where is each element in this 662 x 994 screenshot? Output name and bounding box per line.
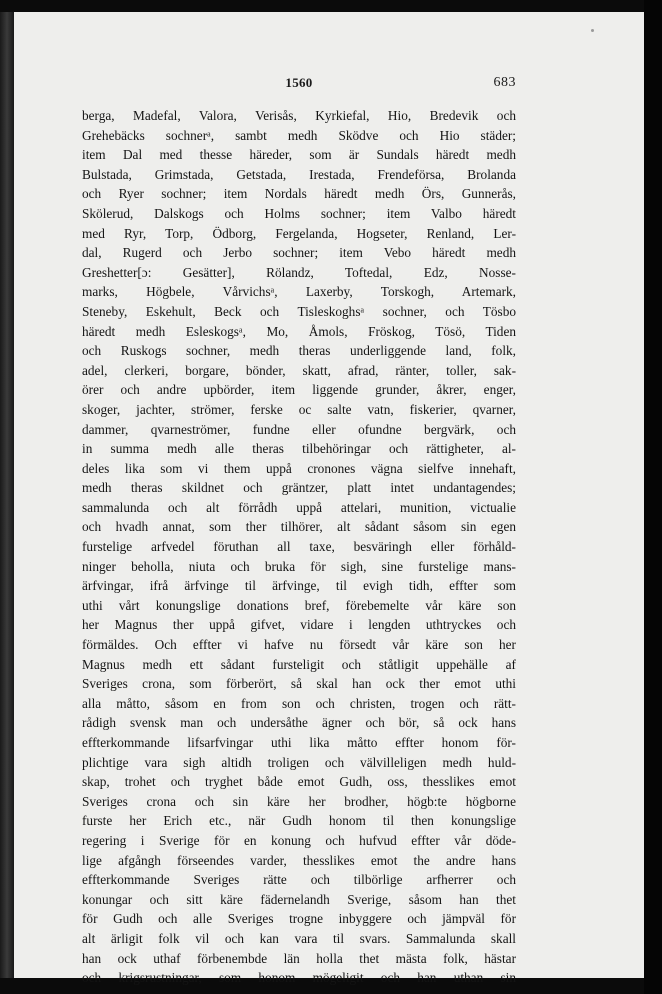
text-line: med Ryr, Torp, Ödborg, Fergelanda, Hogseter, Renland, Ler- <box>82 225 516 241</box>
text-line: han ock uthaf förbenembde län holla thet mästa folk, hästar <box>82 950 516 966</box>
text-line: örer och andre upbörder, item liggende grunder, åkrer, enger, <box>82 382 516 398</box>
text-line: Grehebäcks sochnerᵃ, sambt medh Sködve och Hio städer; <box>82 127 516 143</box>
body-text <box>82 106 516 988</box>
text-line: lige afgångh förseendes varder, thesslikes emot the andre hans <box>82 852 516 868</box>
text-line: skap, trohet och tryghet både emot Gudh, oss, thesslikes emot <box>82 774 516 790</box>
text-line: furstelige arfvedel föruthan all taxe, besväringh eller förhåld- <box>82 539 516 555</box>
scan-border <box>644 0 662 994</box>
text-line: Sveriges crona och sin käre her brodher, högb:te högborne <box>82 793 516 809</box>
text-line: Magnus medh ett sådant fursteligit och ståtligit uppehälle af <box>82 656 516 672</box>
text-line: Steneby, Eskehult, Beck och Tisleskoghsᵃ sochner, och Tösbo <box>82 303 516 319</box>
text-line: alt ärligit folk vil och kan vara til svars. Sammalunda skall <box>82 930 516 946</box>
text-line: regering i Sverige för en konung och hufvud effter vår döde- <box>82 832 516 848</box>
text-line: Greshetter[ɔ: Gesätter], Rölandz, Toftedal, Edz, Nosse- <box>82 264 516 280</box>
text-line: och Ryer sochner; item Nordals häredt medh Örs, Gunnerås, <box>82 186 516 202</box>
text-line: medh theras skildnet och gräntzer, platt intet undantagendes; <box>82 480 516 496</box>
text-line: konungar och sitt käre fädernelandh Sverige, såsom han thet <box>82 891 516 907</box>
text-line: adel, clerkeri, borgare, bönder, skatt, afrad, ränter, toller, sak- <box>82 362 516 378</box>
text-line: alla måtto, såsom en from son och christen, trogen och rätt- <box>82 695 516 711</box>
text-line: furste her Erich etc., när Gudh honom til then konungslige <box>82 813 516 829</box>
text-line: in summa medh alle theras tilbehöringar och rättigheter, al- <box>82 441 516 457</box>
text-line: och hvadh annat, som ther tilhörer, alt sådant såsom sin egen <box>82 519 516 535</box>
running-head-year: 1560 <box>285 75 313 90</box>
text-line: och krigsrustningar, som honom mögeligit och han uthan sin <box>82 970 516 986</box>
text-line: Skölerud, Dalskogs och Holms sochner; item Valbo häredt <box>82 205 516 221</box>
text-line: plichtige vara sigh altidh troligen och välvilleligen medh huld- <box>82 754 516 770</box>
text-line: för Gudh och alle Sveriges trogne inbyggere och jämpväl för <box>82 911 516 927</box>
text-line: deles lika som vi them uppå cronones vägna sielfve innehaft, <box>82 460 516 476</box>
text-line: effterkommande Sveriges rätte och tilbörlige arfherrer och <box>82 872 516 888</box>
text-line: dammer, qvarneströmer, fundne eller ofundne bergvärk, och <box>82 421 516 437</box>
text-line: förmäldes. Och effter vi hafve nu försedt vår käre son her <box>82 637 516 653</box>
text-line: her Magnus ther uppå gifvet, vidare i lengden uthtryckes och <box>82 617 516 633</box>
text-line: och Ruskogs sochner, medh theras underliggende land, folk, <box>82 343 516 359</box>
text-line: effterkommande lifsarfvingar uthi lika måtto effter honom för- <box>82 735 516 750</box>
text-line: Bulstada, Grimstada, Getstada, Irestada, Frendeförsa, Brolanda <box>82 166 516 182</box>
text-line: rådigh svensk man och undersåthe ägner och bör, så ock hans <box>82 715 516 731</box>
text-line: item Dal med thesse häreder, som är Sundals häredt medh <box>82 147 516 163</box>
text-line: uthi vårt konungslige donations bref, förebemelte vår käre son <box>82 597 516 613</box>
text-line: Sveriges crona, som förberört, så skal han ock ther emot uthi <box>82 676 516 692</box>
text-line: sammalunda och alt förrådh uppå attelari, munition, victualie <box>82 499 516 515</box>
page-number: 683 <box>493 75 516 90</box>
text-line: ärfvingar, ifrå ärfvinge til ärfvinge, til evigh tidh, effter som <box>82 578 516 594</box>
text-line: marks, Högbele, Vårvichsᵃ, Laxerby, Torskogh, Artemark, <box>82 284 516 300</box>
text-line: ninger beholla, niuta och bruka för sigh, sine furstelige mans- <box>82 558 516 574</box>
book-spine-shadow <box>0 12 14 978</box>
text-line: skoger, jachter, strömer, ferske oc salte vatn, fiskerier, qvarner, <box>82 401 516 417</box>
page-header <box>82 75 516 93</box>
text-line: häredt medh Esleskogsᵃ, Mo, Åmols, Fröskog, Tösö, Tiden <box>82 323 516 339</box>
paper-speck <box>591 29 594 32</box>
text-line: berga, Madefal, Valora, Verisås, Kyrkiefal, Hio, Bredevik och <box>82 108 516 123</box>
text-line: dal, Rugerd och Jerbo sochner; item Vebo häredt medh <box>82 245 516 261</box>
